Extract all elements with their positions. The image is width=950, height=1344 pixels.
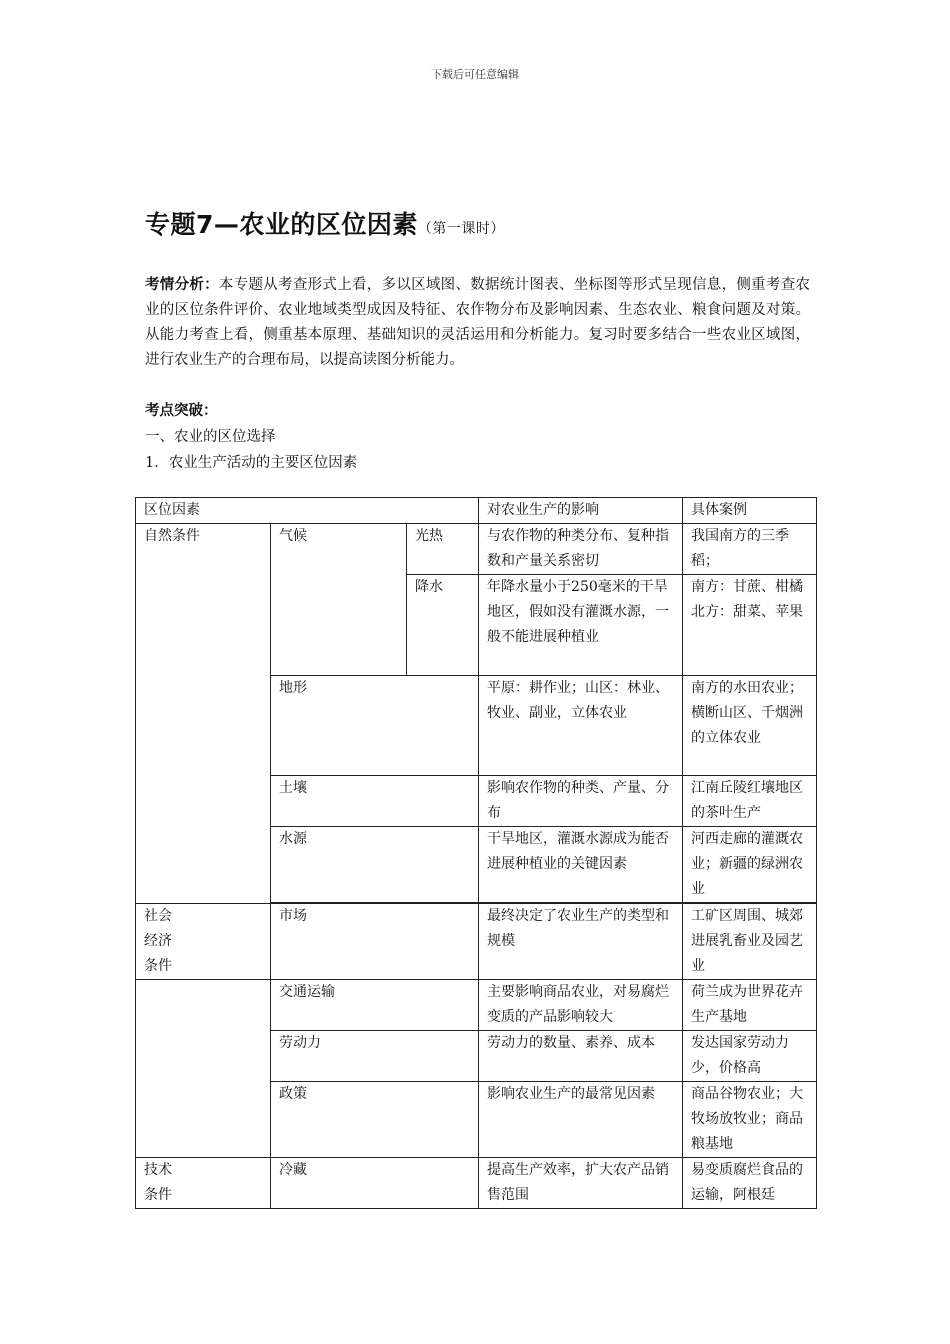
group-social-continued [136, 980, 271, 1158]
header-factor: 区位因素 [136, 498, 479, 524]
table-row [136, 524, 817, 575]
subfactor-cell: 光热 [407, 524, 479, 575]
factor-cell: 冷藏 [271, 1158, 479, 1209]
analysis-label: 考情分析： [145, 277, 219, 293]
example-cell: 荷兰成为世界花卉生产基地 [683, 980, 817, 1031]
influence-cell: 干旱地区，灌溉水源成为能否进展种植业的关键因素 [479, 827, 683, 903]
influence-cell: 年降水量小于250毫米的干旱地区，假如没有灌溉水源，一般不能进展种植业 [479, 575, 683, 676]
section-heading: 一、农业的区位选择 [145, 429, 276, 445]
influence-cell: 与农作物的种类分布、复种指数和产量关系密切 [479, 524, 683, 575]
influence-cell: 主要影响商品农业，对易腐烂变质的产品影响较大 [479, 980, 683, 1031]
influence-cell: 平原：耕作业；山区：林业、牧业、副业，立体农业 [479, 676, 683, 776]
title-sub: （第一课时） [417, 221, 505, 237]
influence-cell: 影响农作物的种类、产量、分布 [479, 776, 683, 827]
table-row [136, 904, 817, 980]
factor-cell: 地形 [271, 676, 479, 776]
table-header-row [136, 498, 817, 524]
example-cell: 发达国家劳动力少，价格高 [683, 1031, 817, 1082]
example-cell: 我国南方的三季稻； [683, 524, 817, 575]
header-influence: 对农业生产的影响 [479, 498, 683, 524]
factor-cell: 气候 [271, 524, 407, 676]
table-row [136, 980, 817, 1031]
factor-cell: 政策 [271, 1082, 479, 1158]
factor-cell: 水源 [271, 827, 479, 903]
group-natural: 自然条件 [136, 524, 271, 904]
subsection-heading: 1．农业生产活动的主要区位因素 [145, 455, 358, 471]
influence-cell: 最终决定了农业生产的类型和规模 [479, 904, 683, 980]
factor-cell: 市场 [271, 904, 479, 980]
example-cell: 工矿区周围、城郊进展乳畜业及园艺业 [683, 904, 817, 980]
page-title [145, 205, 505, 241]
group-social: 社会 经济 条件 [136, 904, 271, 980]
analysis-paragraph [145, 273, 810, 373]
title-main: 专题7—农业的区位因素 [145, 210, 418, 239]
influence-cell: 提高生产效率，扩大农产品销售范围 [479, 1158, 683, 1209]
header-note: 下载后可任意编辑 [431, 68, 519, 81]
factor-cell: 交通运输 [271, 980, 479, 1031]
example-cell: 江南丘陵红壤地区的茶叶生产 [683, 776, 817, 827]
table-row [136, 1158, 817, 1209]
example-cell: 南方：甘蔗、柑橘 北方：甜菜、苹果 [683, 575, 817, 676]
analysis-text: 本专题从考查形式上看，多以区域图、数据统计图表、坐标图等形式呈现信息，侧重考查农业的区位条件评价、农业地域类型成因及特征、农作物分布及影响因素、生态农业、粮食问题及对策。从能力考查上看，侧重基本原理、基础知识的灵活运用和分析能力。复习时要多结合一些农业区域图，进行农业生产的合理布局，以提高读图分析能力。 [145, 277, 810, 368]
factor-cell: 土壤 [271, 776, 479, 827]
location-factors-table [135, 497, 817, 1209]
example-cell: 河西走廊的灌溉农业；新疆的绿洲农业 [683, 827, 817, 903]
header-example: 具体案例 [683, 498, 817, 524]
factor-cell: 劳动力 [271, 1031, 479, 1082]
example-cell: 易变质腐烂食品的运输，阿根廷 [683, 1158, 817, 1209]
influence-cell: 劳动力的数量、素养、成本 [479, 1031, 683, 1082]
group-tech: 技术 条件 [136, 1158, 271, 1209]
example-cell: 商品谷物农业；大牧场放牧业；商品粮基地 [683, 1082, 817, 1158]
subfactor-cell: 降水 [407, 575, 479, 676]
influence-cell: 影响农业生产的最常见因素 [479, 1082, 683, 1158]
example-cell: 南方的水田农业；横断山区、千烟洲的立体农业 [683, 676, 817, 776]
breakthrough-label: 考点突破： [145, 403, 218, 419]
